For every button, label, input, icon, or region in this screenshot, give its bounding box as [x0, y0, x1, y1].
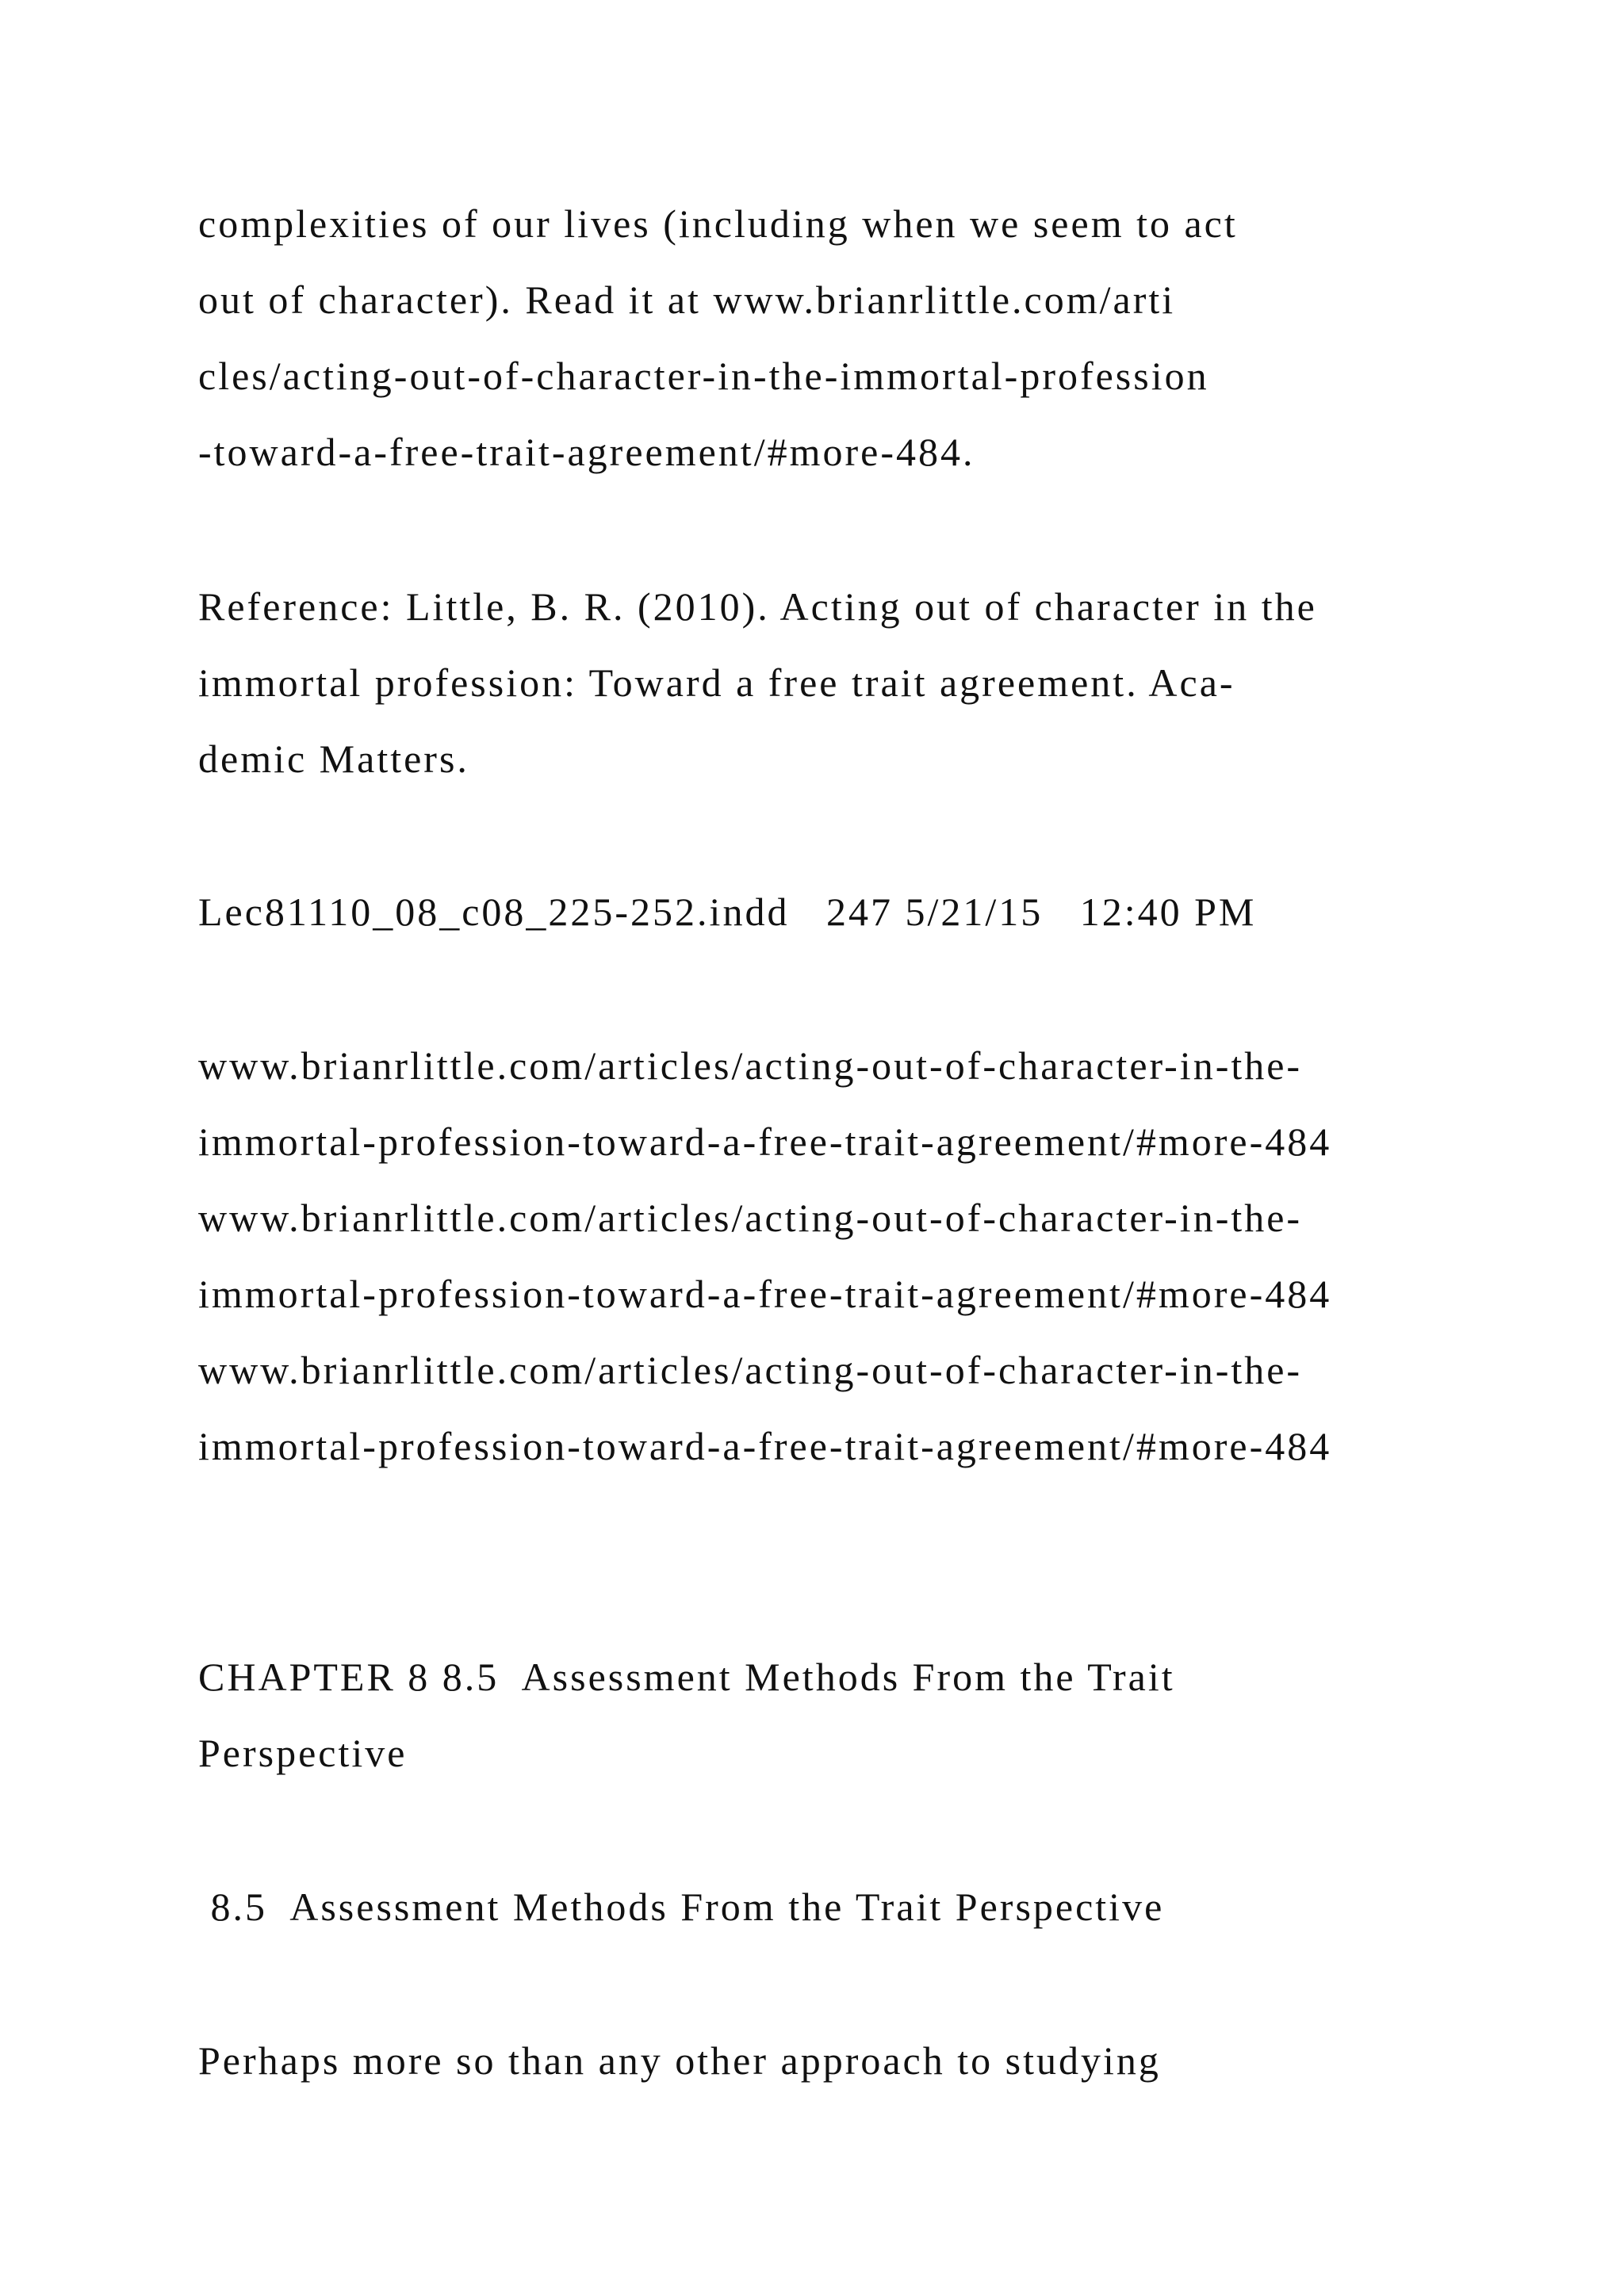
running-header-line: Perspective — [198, 1731, 408, 1775]
url-line: www.brianrlittle.com/articles/acting-out-of-character-in-the- — [198, 1348, 1303, 1392]
url-line: immortal-profession-toward-a-free-trait-agreement/#more-484 — [198, 1119, 1332, 1164]
running-header-line: CHAPTER 8 8.5 Assessment Methods From the Trait — [198, 1655, 1175, 1699]
url-line: immortal-profession-toward-a-free-trait-agreement/#more-484 — [198, 1424, 1332, 1468]
paragraph-line: -toward-a-free-trait-agreement/#more-484. — [198, 430, 975, 474]
url-line: immortal-profession-toward-a-free-trait-agreement/#more-484 — [198, 1272, 1332, 1316]
url-line: www.brianrlittle.com/articles/acting-out-of-character-in-the- — [198, 1043, 1303, 1088]
paragraph-line: complexities of our lives (including when we seem to act — [198, 201, 1238, 246]
paragraph-line: cles/acting-out-of-character-in-the-immortal-profession — [198, 354, 1209, 398]
body-text-line: Perhaps more so than any other approach to studying — [198, 2038, 1161, 2083]
reference-line: Reference: Little, B. R. (2010). Acting out of character in the — [198, 584, 1317, 629]
paragraph-line: out of character). Read it at www.brianrlittle.com/arti — [198, 277, 1176, 322]
url-line: www.brianrlittle.com/articles/acting-out-of-character-in-the- — [198, 1196, 1303, 1240]
reference-line: demic Matters. — [198, 737, 469, 781]
file-stamp: Lec81110_08_c08_225-252.indd 247 5/21/15 12:40 PM — [198, 890, 1257, 934]
section-heading: 8.5 Assessment Methods From the Trait Perspective — [198, 1885, 1165, 1929]
reference-line: immortal profession: Toward a free trait agreement. Aca- — [198, 660, 1235, 705]
